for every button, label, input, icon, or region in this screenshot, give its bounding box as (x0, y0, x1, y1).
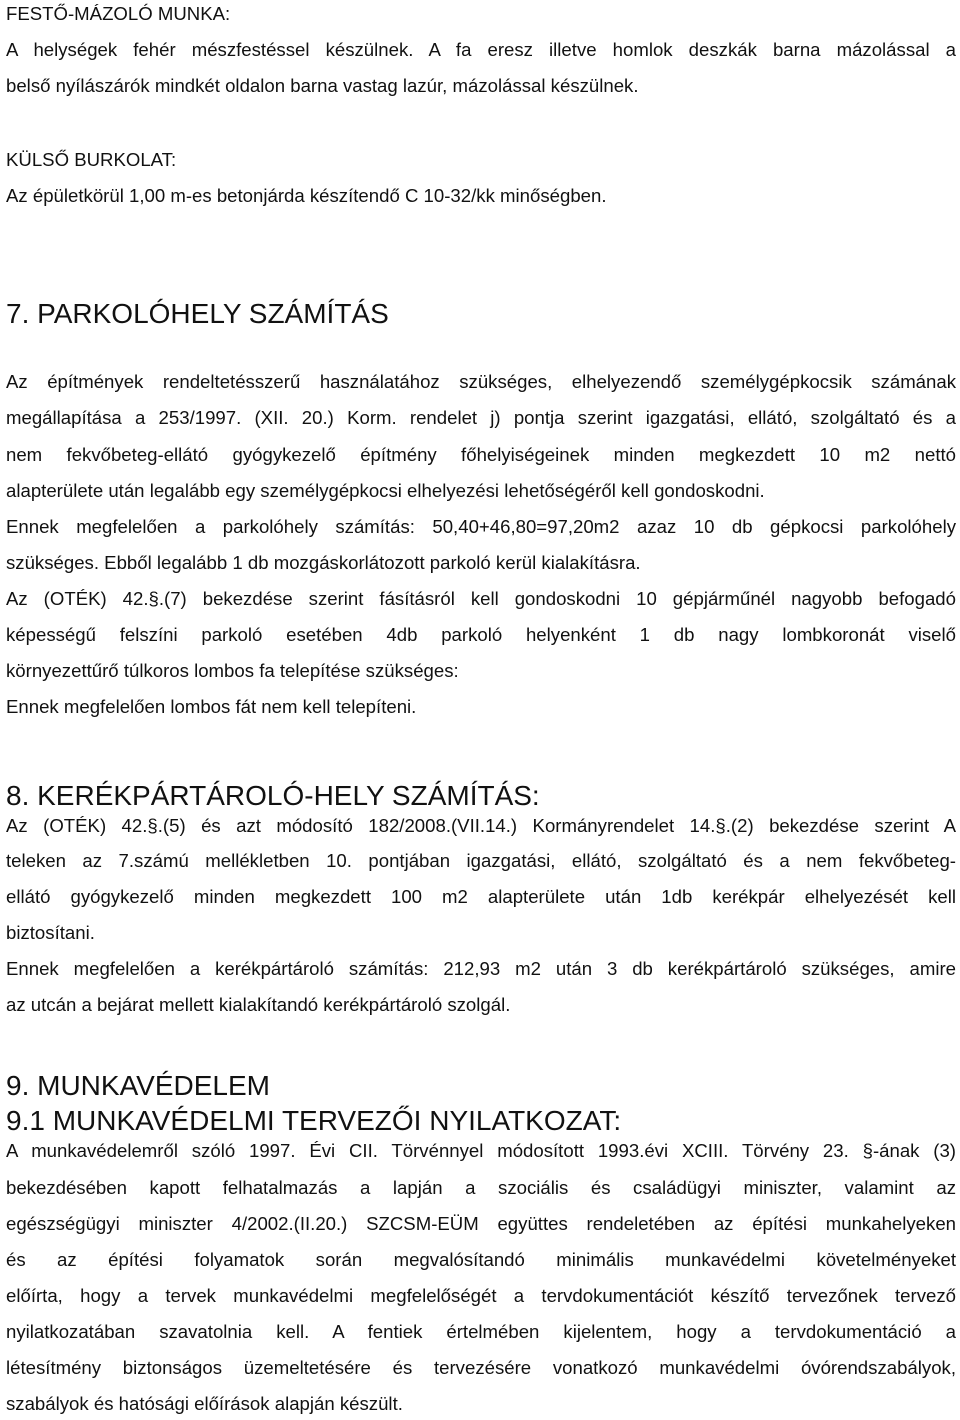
paragraph-line: létesítmény biztonságos üzemeltetésére és tervezésére vonatkozó munkavédelmi óvórendszabályok, (6, 1357, 956, 1378)
paragraph-line: nem fekvőbeteg-ellátó gyógykezelő építmény főhelyiségeinek minden megkezdett 10 m2 nettó (6, 444, 956, 465)
paragraph-line: egészségügyi miniszter 4/2002.(II.20.) SZCSM-EÜM együttes rendeletében az építési munkahelyeken (6, 1213, 956, 1234)
paragraph-line: megállapítása a 253/1997. (XII. 20.) Korm. rendelet j) pontja szerint igazgatási, ellátó, szolgáltató és a (6, 407, 956, 428)
paragraph-line: Az (OTÉK) 42.§.(5) és azt módosító 182/2008.(VII.14.) Kormányrendelet 14.§.(2) bekezdése szerint A (6, 815, 956, 836)
paragraph-line: környezettűrő túlkoros lombos fa telepítése szükséges: (6, 660, 459, 681)
paragraph-line: Az (OTÉK) 42.§.(7) bekezdése szerint fásításról kell gondoskodni 10 gépjárműnél nagyobb befogadó (6, 588, 956, 609)
paragraph-line: alapterülete után legalább egy személygépkocsi elhelyezési lehetőségéről kell gondoskodni. (6, 480, 765, 501)
paragraph-line: teleken az 7.számú mellékletben 10. pontjában igazgatási, ellátó, szolgáltató és a nem fekvőbeteg- (6, 850, 956, 871)
paragraph-line: A munkavédelemről szóló 1997. Évi CII. Törvénnyel módosított 1993.évi XCIII. Törvény 23. §-ának (3) (6, 1140, 956, 1161)
paragraph-line: az utcán a bejárat mellett kialakítandó kerékpártároló szolgál. (6, 994, 511, 1015)
paragraph-line: szükséges. Ebből legalább 1 db mozgáskorlátozott parkoló kerül kialakításra. (6, 552, 641, 573)
paragraph-line: előírta, hogy a tervek munkavédelmi megfelelőségét a tervdokumentációt készítő tervezőnek tervező (6, 1285, 956, 1306)
paragraph-line: Ennek megfelelően a kerékpártároló számítás: 212,93 m2 után 3 db kerékpártároló szükséges, amire (6, 958, 956, 979)
paragraph-line: nyilatkozatában szavatolnia kell. A fentiek értelmében kijelentem, hogy a tervdokumentáció a (6, 1321, 956, 1342)
paragraph-line: belső nyílászárók mindkét oldalon barna vastag lazúr, mázolással készülnek. (6, 75, 639, 96)
section-heading-8: 8. KERÉKPÁRTÁROLÓ-HELY SZÁMÍTÁS: (6, 780, 540, 811)
paragraph-line: bekezdésében kapott felhatalmazás a lapján a szociális és családügyi miniszter, valamint az (6, 1177, 956, 1198)
paragraph-line: A helységek fehér mészfestéssel készülnek. A fa eresz illetve homlok deszkák barna mázolással a (6, 39, 956, 60)
paragraph-line: képességű felszíni parkoló esetében 4db parkoló helyenként 1 db nagy lombkoronát viselő (6, 624, 956, 645)
section-heading-9: 9. MUNKAVÉDELEM (6, 1070, 270, 1101)
paragraph-line: szabályok és hatósági előírások alapján készült. (6, 1393, 403, 1414)
paragraph-line: Az épületkörül 1,00 m-es betonjárda készítendő C 10-32/kk minőségben. (6, 185, 607, 206)
section-heading-7: 7. PARKOLÓHELY SZÁMÍTÁS (6, 298, 389, 329)
paragraph-line: Ennek megfelelően lombos fát nem kell telepíteni. (6, 696, 417, 717)
section-heading-festo: FESTŐ-MÁZOLÓ MUNKA: (6, 3, 231, 24)
paragraph-line: ellátó gyógykezelő minden megkezdett 100 m2 alapterülete után 1db kerékpár elhelyezését kell (6, 886, 956, 907)
paragraph-line: Az építmények rendeltetésszerű használatához szükséges, elhelyezendő személygépkocsik számának (6, 371, 956, 392)
section-heading-kulso: KÜLSŐ BURKOLAT: (6, 149, 177, 170)
paragraph-line: Ennek megfelelően a parkolóhely számítás: 50,40+46,80=97,20m2 azaz 10 db gépkocsi parkolóhely (6, 516, 956, 537)
paragraph-line: biztosítani. (6, 922, 95, 943)
section-subheading-9-1: 9.1 MUNKAVÉDELMI TERVEZŐI NYILATKOZAT: (6, 1105, 622, 1136)
paragraph-line: és az építési folyamatok során megvalósítandó minimális munkavédelmi követelményeket (6, 1249, 956, 1270)
